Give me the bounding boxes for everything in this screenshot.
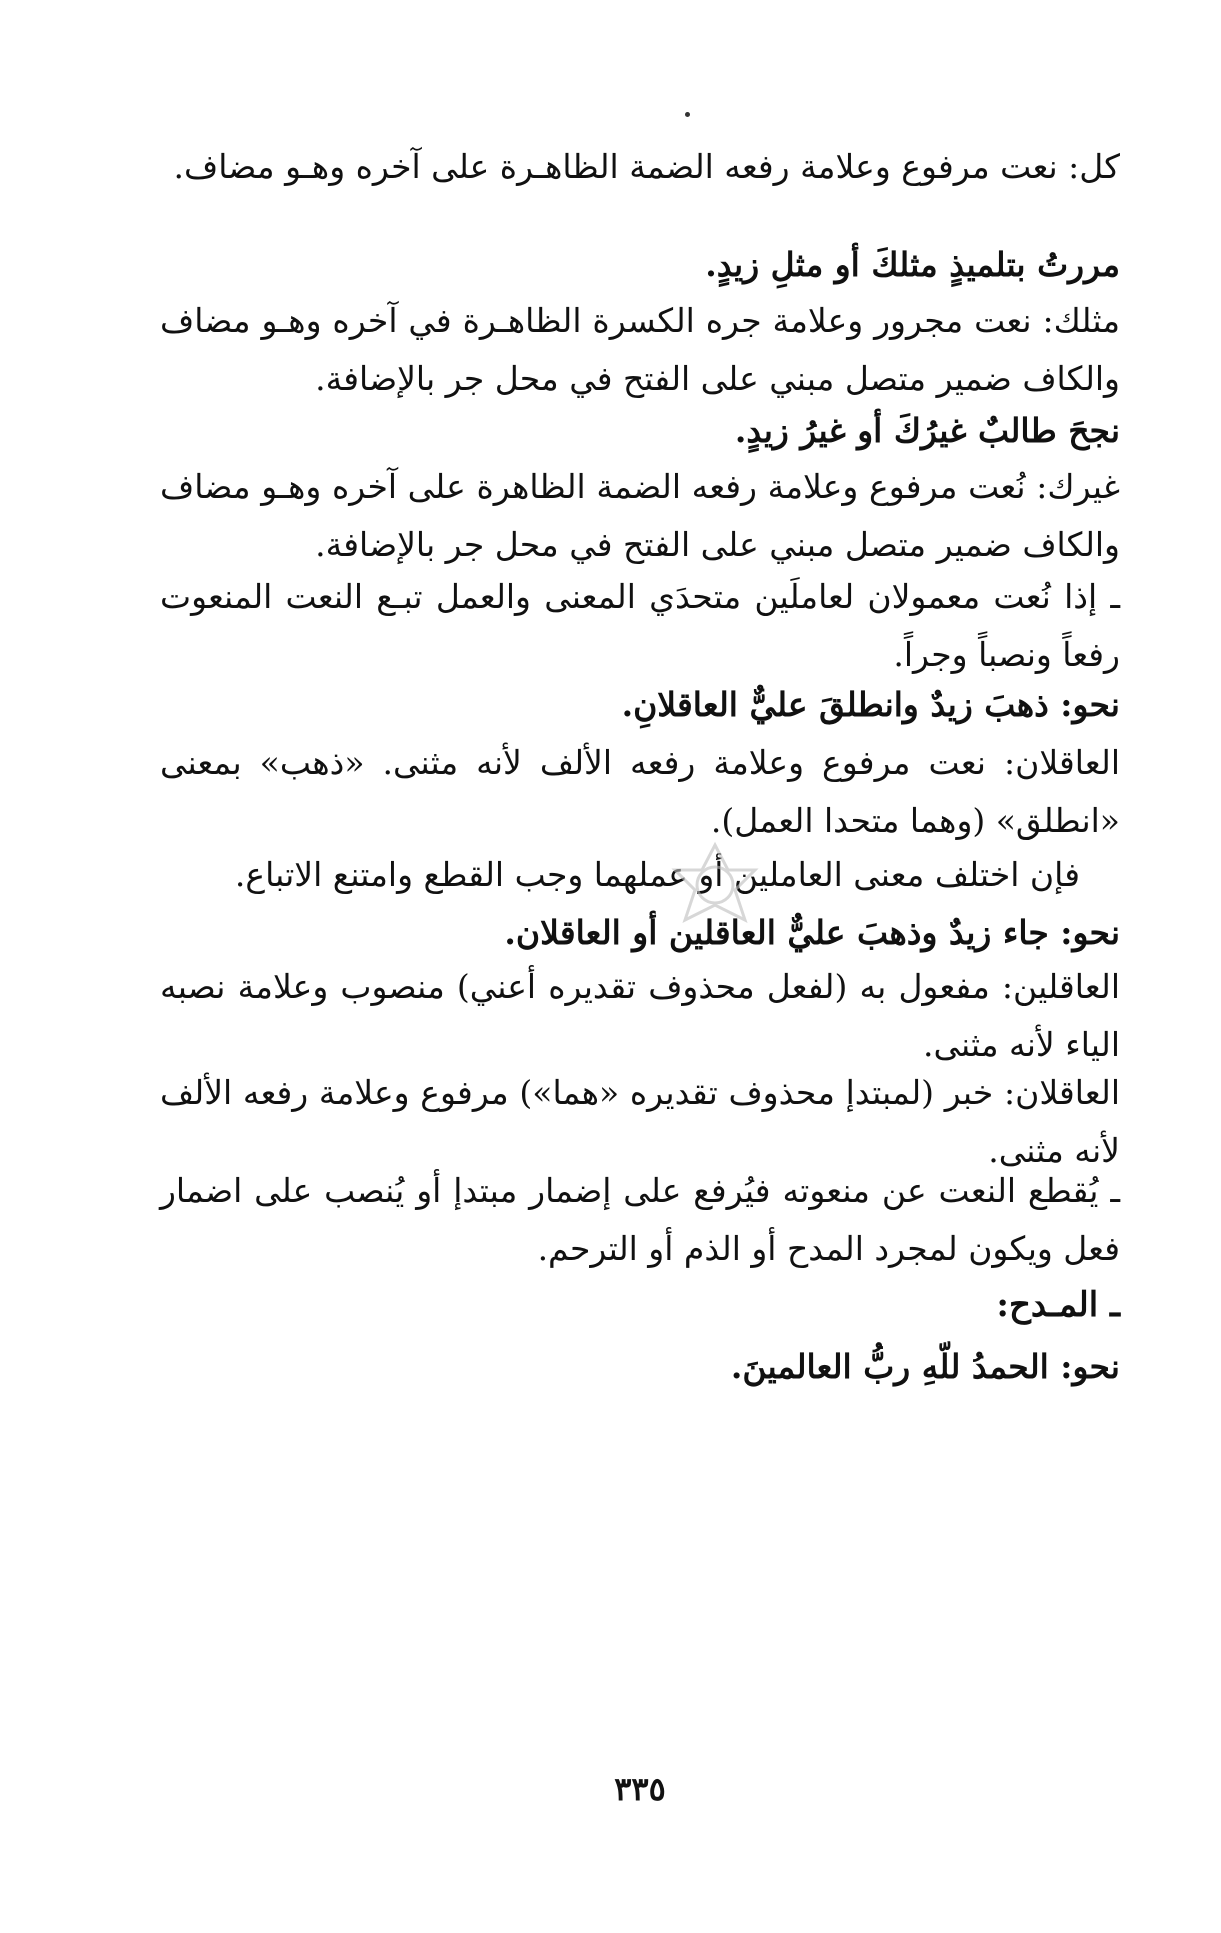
example-marartu: مررتُ بتلميذٍ مثلكَ أو مثلِ زيدٍ. <box>705 245 1120 284</box>
library-seal-watermark <box>660 840 770 950</box>
paragraph-ghayruk: غيرك: نُعت مرفوع وعلامة رفعه الضمة الظاهرة على آخره وهـو مضاف والكاف ضمير متصل مبني على الفتح في محل جر بالإضافة. <box>160 467 1120 564</box>
paragraph-mithlak: مثلك: نعت مجرور وعلامة جره الكسرة الظاهـرة في آخره وهـو مضاف والكاف ضمير متصل مبني على الفتح في محل جر بالإضافة. <box>160 301 1120 398</box>
example-najaha: نجحَ طالبٌ غيرُكَ أو غيرُ زيدٍ. <box>734 411 1120 450</box>
paragraph-qat: ـ يُقطع النعت عن منعوته فيُرفع على إضمار مبتدإ أو يُنصب على اضمار فعل ويكون لمجرد المدح أو الذم أو الترحم. <box>160 1171 1120 1268</box>
example-jaa: نحو: جاء زيدٌ وذهبَ عليٌّ العاقلين أو العاقلان. <box>504 913 1120 952</box>
page <box>160 0 1120 1933</box>
paragraph-rule-two-workers: ـ إذا نُعت معمولان لعاملَين متحدَي المعنى والعمل تبـع النعت المنعوت رفعاً ونصباً وجراً. <box>160 577 1120 674</box>
paragraph-different-workers: فإن اختلف معنى العاملين أو عملهما وجب القطع وامتنع الاتباع. <box>234 855 1080 894</box>
paragraph-aqilayn: العاقلين: مفعول به (لفعل محذوف تقديره أعني) منصوب وعلامة نصبه الياء لأنه مثنى. <box>160 967 1120 1064</box>
paragraph-kul: كل: نعت مرفوع وعلامة رفعه الضمة الظاهـرة على آخره وهـو مضاف. <box>173 147 1120 186</box>
paragraph-aqilan-1: العاقلان: نعت مرفوع وعلامة رفعه الألف لأنه مثنى. «ذهب» بمعنى «انطلق» (وهما متحدا العمل). <box>160 743 1120 840</box>
speck <box>685 112 690 117</box>
example-hamd: نحو: الحمدُ للّهِ ربُّ العالمينَ. <box>730 1347 1120 1386</box>
example-dhahaba: نحو: ذهبَ زيدٌ وانطلقَ عليٌّ العاقلانِ. <box>621 685 1120 724</box>
heading-madh: ـ المـدح: <box>996 1285 1120 1325</box>
paragraph-aqilan-2: العاقلان: خبر (لمبتدإ محذوف تقديره «هما») مرفوع وعلامة رفعه الألف لأنه مثنى. <box>160 1073 1120 1170</box>
page-number: ٣٣٥ <box>614 1770 666 1808</box>
